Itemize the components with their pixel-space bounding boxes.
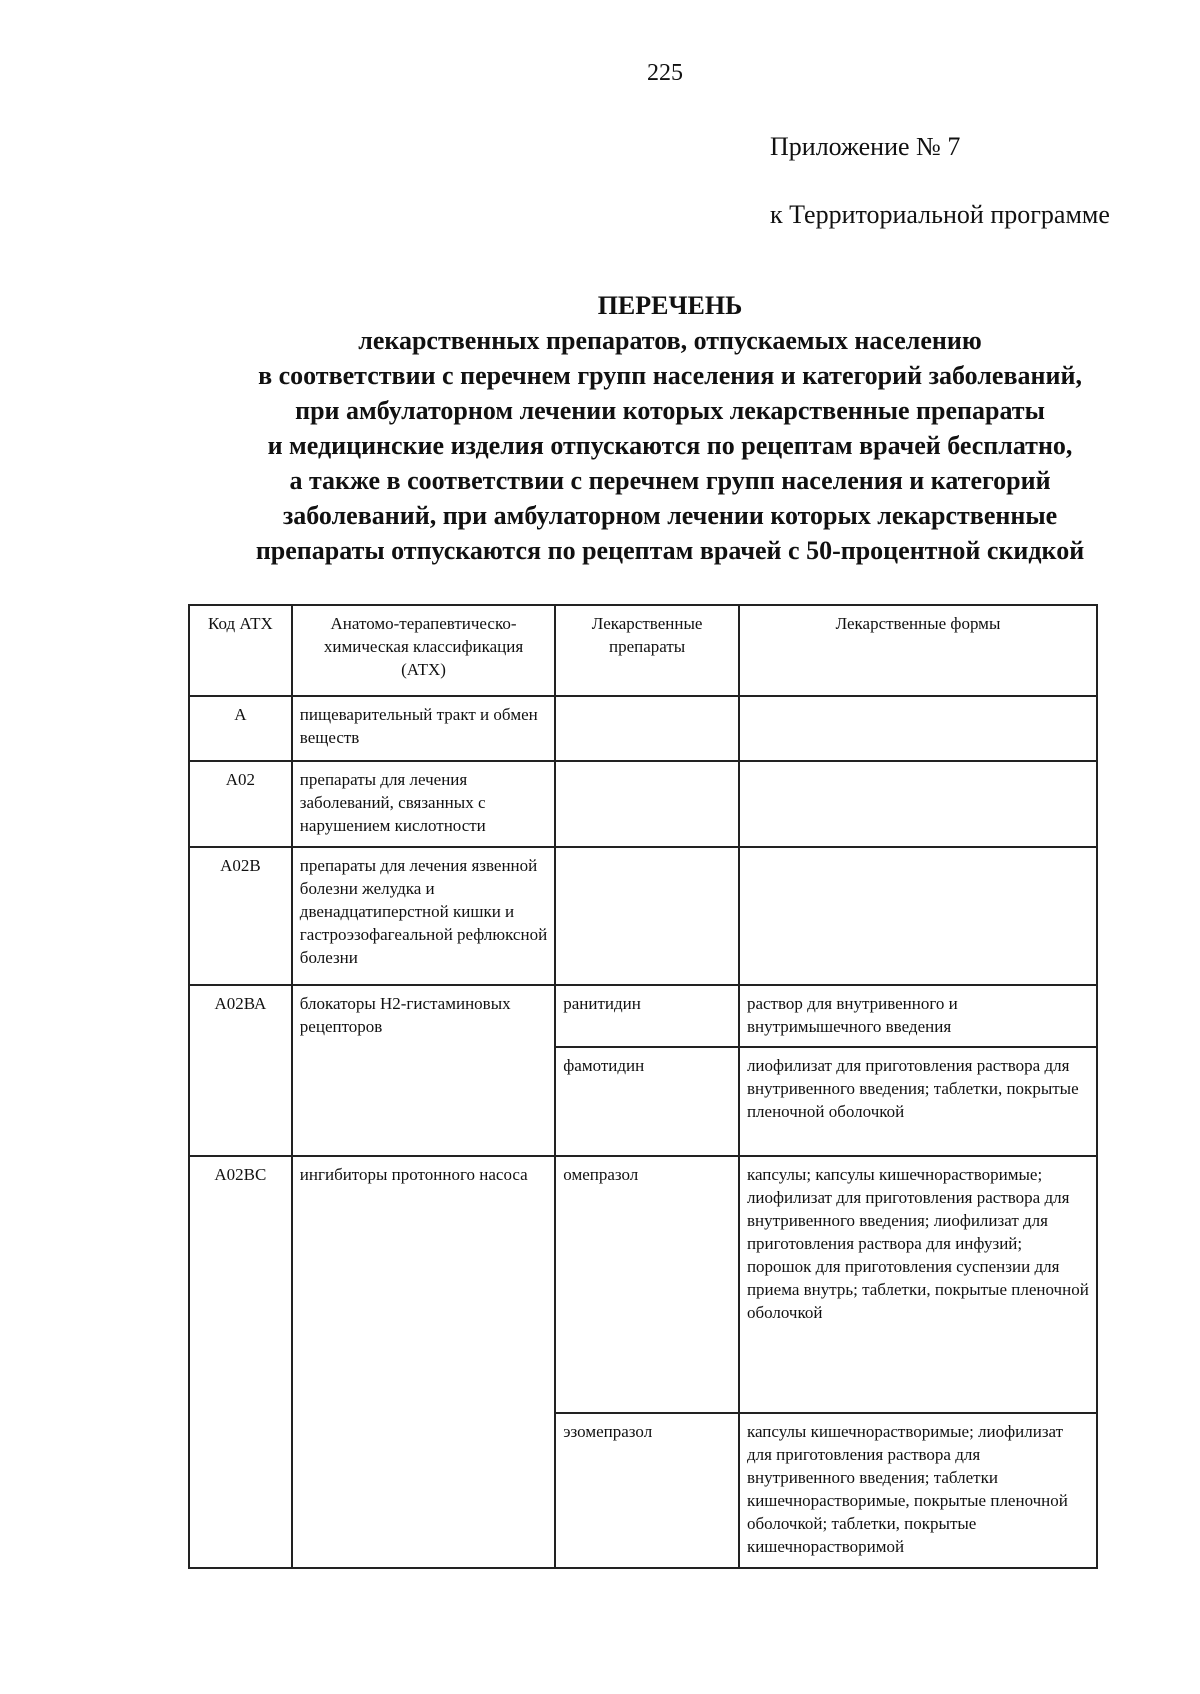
atx-code: А02 — [189, 761, 292, 847]
drug-forms: лиофилизат для приготовления раствора для внутривенного введения; таблетки, покрытые пленочной оболочкой — [739, 1047, 1097, 1156]
page-number: 225 — [647, 60, 683, 86]
table-row — [189, 761, 1097, 847]
title-heading: ПЕРЕЧЕНЬ — [597, 291, 743, 320]
table-row — [189, 696, 1097, 761]
drug-name — [555, 847, 739, 985]
atx-code: А02В — [189, 847, 292, 985]
document-title — [190, 288, 1150, 568]
title-line: заболеваний, при амбулаторном лечении которых лекарственные — [282, 501, 1058, 530]
title-line: препараты отпускаются по рецептам врачей с 50-процентной скидкой — [255, 536, 1085, 565]
drug-name: фамотидин — [555, 1047, 739, 1156]
atx-classification: препараты для лечения заболеваний, связанных с нарушением кислотности — [292, 761, 555, 847]
atx-code: А — [189, 696, 292, 761]
header-forms: Лекарственные формы — [739, 605, 1097, 696]
appendix-label: Приложение № 7 — [770, 132, 961, 161]
drug-name: омепразол — [555, 1156, 739, 1413]
atx-table — [188, 604, 1098, 1569]
drug-name: эзомепразол — [555, 1413, 739, 1568]
atx-classification: пищеварительный тракт и обмен веществ — [292, 696, 555, 761]
header-classification: Анатомо-терапевтическо-химическая классификация (АТХ) — [292, 605, 555, 696]
drug-name: ранитидин — [555, 985, 739, 1047]
atx-code: А02ВС — [189, 1156, 292, 1568]
drug-name — [555, 761, 739, 847]
drug-forms — [739, 696, 1097, 761]
title-line: а также в соответствии с перечнем групп населения и категорий — [289, 466, 1051, 495]
drug-forms — [739, 761, 1097, 847]
atx-classification: препараты для лечения язвенной болезни желудка и двенадцатиперстной кишки и гастроэзофагеальной рефлюксной болезни — [292, 847, 555, 985]
atx-classification: ингибиторы протонного насоса — [292, 1156, 555, 1568]
table-row — [189, 985, 1097, 1047]
table-header-row — [189, 605, 1097, 696]
atx-code: А02ВА — [189, 985, 292, 1156]
drug-forms — [739, 847, 1097, 985]
table-row — [189, 1156, 1097, 1413]
title-line: в соответствии с перечнем групп населения и категорий заболеваний, — [258, 361, 1082, 390]
title-line: лекарственных препаратов, отпускаемых населению — [358, 326, 982, 355]
drug-forms: капсулы; капсулы кишечнорастворимые; лиофилизат для приготовления раствора для внутривенного введения; лиофилизат для приготовления раствора для инфузий; порошок для приготовления суспензии для приема внутрь; таблетки, покрытые пленочной оболочкой — [739, 1156, 1097, 1413]
title-line: при амбулаторном лечении которых лекарственные препараты — [295, 396, 1045, 425]
drug-forms: раствор для внутривенного и внутримышечного введения — [739, 985, 1097, 1047]
header-code: Код АТХ — [189, 605, 292, 696]
atx-classification: блокаторы Н2-гистаминовых рецепторов — [292, 985, 555, 1156]
title-line: и медицинские изделия отпускаются по рецептам врачей бесплатно, — [267, 431, 1073, 460]
header-drugs: Лекарственные препараты — [555, 605, 739, 696]
drug-forms: капсулы кишечнорастворимые; лиофилизат для приготовления раствора для внутривенного введения; таблетки кишечнорастворимые, покрытые пленочной оболочкой; таблетки, покрытые кишечнорастворимой — [739, 1413, 1097, 1568]
table-row — [189, 847, 1097, 985]
drug-name — [555, 696, 739, 761]
appendix-to-label: к Территориальной программе — [770, 200, 1110, 229]
